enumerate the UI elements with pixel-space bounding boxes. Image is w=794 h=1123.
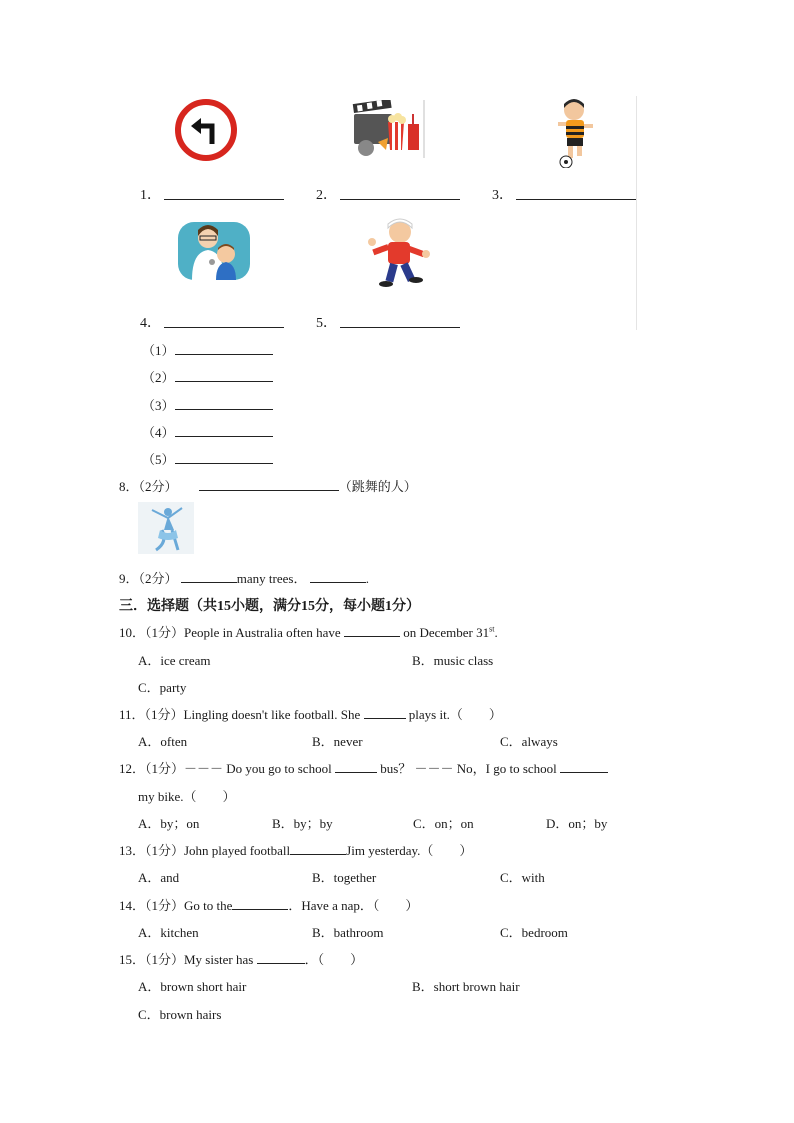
answer-line-2 xyxy=(142,367,273,386)
section-3-heading: 三．选择题（共15小题，满分15分，每小题1分） xyxy=(119,599,420,614)
dancer-icon xyxy=(138,502,194,554)
doctor-icon xyxy=(178,218,250,280)
question-13 xyxy=(119,840,472,859)
answer-blank-5[interactable] xyxy=(340,313,460,328)
question-8-prefix: 8．（2分） xyxy=(119,479,178,494)
answer-line-1 xyxy=(142,340,273,359)
table-border xyxy=(636,96,637,330)
picture-label-2: 2． xyxy=(316,188,337,203)
answer-line-3 xyxy=(142,395,273,414)
question-13-option-c[interactable]: C．with xyxy=(500,870,545,885)
question-10-sup: st xyxy=(489,624,495,634)
answer-line-5 xyxy=(142,449,273,468)
answer-blank-2[interactable] xyxy=(340,185,460,200)
question-9-blank-2[interactable] xyxy=(310,568,366,583)
question-13-option-b[interactable]: B．together xyxy=(312,870,377,885)
question-12 xyxy=(119,758,608,777)
question-12-option-c[interactable]: C．on；on xyxy=(413,816,474,831)
question-10-option-b[interactable]: B．music class xyxy=(412,653,494,668)
question-11-option-b[interactable]: B．never xyxy=(312,734,363,749)
answer-blank[interactable] xyxy=(175,395,273,410)
question-12-prefix: 12．（1分）－－－ Do you go to school xyxy=(119,761,332,776)
question-12-blank-2[interactable] xyxy=(560,758,608,773)
question-15-after: ．（ ） xyxy=(304,952,364,967)
question-15-prefix: 15．（1分）My sister has xyxy=(119,952,254,967)
answer-blank[interactable] xyxy=(175,422,273,437)
answer-line-label: （5） xyxy=(142,452,175,467)
answer-blank-4[interactable] xyxy=(164,313,284,328)
question-12-option-a[interactable]: A．by；on xyxy=(138,816,200,831)
question-8 xyxy=(119,476,417,495)
football-boy-icon xyxy=(554,98,596,168)
question-8-blank[interactable] xyxy=(199,476,339,491)
question-15 xyxy=(119,949,363,968)
question-10-blank[interactable] xyxy=(344,622,400,637)
question-14 xyxy=(119,895,418,914)
question-12-option-b[interactable]: B．by；by xyxy=(272,816,333,831)
answer-blank[interactable] xyxy=(175,367,273,382)
question-15-blank[interactable] xyxy=(257,949,305,964)
question-12-mid: bus？ －－－ No，I go to school xyxy=(380,761,557,776)
question-10-end: . xyxy=(494,625,498,640)
question-10-option-c[interactable]: C．party xyxy=(138,680,187,695)
answer-blank[interactable] xyxy=(175,449,273,464)
picture-label-1: 1． xyxy=(140,188,161,203)
question-11 xyxy=(119,704,502,723)
question-11-prefix: 11．（1分）Lingling doesn't like football. She xyxy=(119,707,361,722)
question-15-option-a[interactable]: A．brown short hair xyxy=(138,979,247,994)
answer-line-label: （2） xyxy=(142,370,175,385)
picture-label-5: 5． xyxy=(316,316,337,331)
answer-line-label: （3） xyxy=(142,398,175,413)
picture-label-3: 3． xyxy=(492,188,513,203)
question-14-option-c[interactable]: C．bedroom xyxy=(500,925,568,940)
answer-line-label: （4） xyxy=(142,425,175,440)
question-15-option-b[interactable]: B．short brown hair xyxy=(412,979,520,994)
question-14-after: ．Have a nap．（ ） xyxy=(288,898,419,913)
question-10-option-a[interactable]: A．ice cream xyxy=(138,653,211,668)
picture-label-4: 4． xyxy=(140,316,161,331)
turn-left-sign-icon xyxy=(174,98,238,162)
answer-blank[interactable] xyxy=(175,340,273,355)
question-9 xyxy=(119,568,369,587)
question-11-option-c[interactable]: C．always xyxy=(500,734,558,749)
question-14-option-b[interactable]: B．bathroom xyxy=(312,925,384,940)
question-15-option-c[interactable]: C．brown hairs xyxy=(138,1007,222,1022)
question-8-suffix: （跳舞的人） xyxy=(338,479,417,494)
question-9-middle: many trees． xyxy=(236,571,307,586)
cinema-icon xyxy=(352,100,424,158)
question-13-option-a[interactable]: A．and xyxy=(138,870,180,885)
answer-blank-1[interactable] xyxy=(164,185,284,200)
question-14-option-a[interactable]: A．kitchen xyxy=(138,925,199,940)
question-11-blank[interactable] xyxy=(364,704,406,719)
answer-line-label: （1） xyxy=(142,343,175,358)
question-12-blank-1[interactable] xyxy=(335,758,377,773)
question-11-option-a[interactable]: A．often xyxy=(138,734,188,749)
question-12-option-d[interactable]: D．on；by xyxy=(546,816,608,831)
question-13-blank[interactable] xyxy=(290,840,346,855)
answer-blank-3[interactable] xyxy=(516,185,636,200)
question-14-prefix: 14．（1分）Go to the xyxy=(119,898,233,913)
question-10-prefix: 10．（1分）People in Australia often have xyxy=(119,625,341,640)
question-9-end: . xyxy=(365,571,369,586)
question-13-prefix: 13．（1分）John played football xyxy=(119,843,291,858)
question-10 xyxy=(119,622,498,641)
question-11-after: plays it.（ ） xyxy=(408,707,502,722)
answer-line-4 xyxy=(142,422,273,441)
running-boy-icon xyxy=(366,216,432,292)
question-9-blank-1[interactable] xyxy=(181,568,237,583)
question-10-after: on December 31 xyxy=(403,625,490,640)
question-14-blank[interactable] xyxy=(232,895,288,910)
question-12-line2: my bike.（ ） xyxy=(138,789,236,804)
question-13-after: Jim yesterday.（ ） xyxy=(346,843,473,858)
question-9-prefix: 9．（2分） xyxy=(119,571,178,586)
